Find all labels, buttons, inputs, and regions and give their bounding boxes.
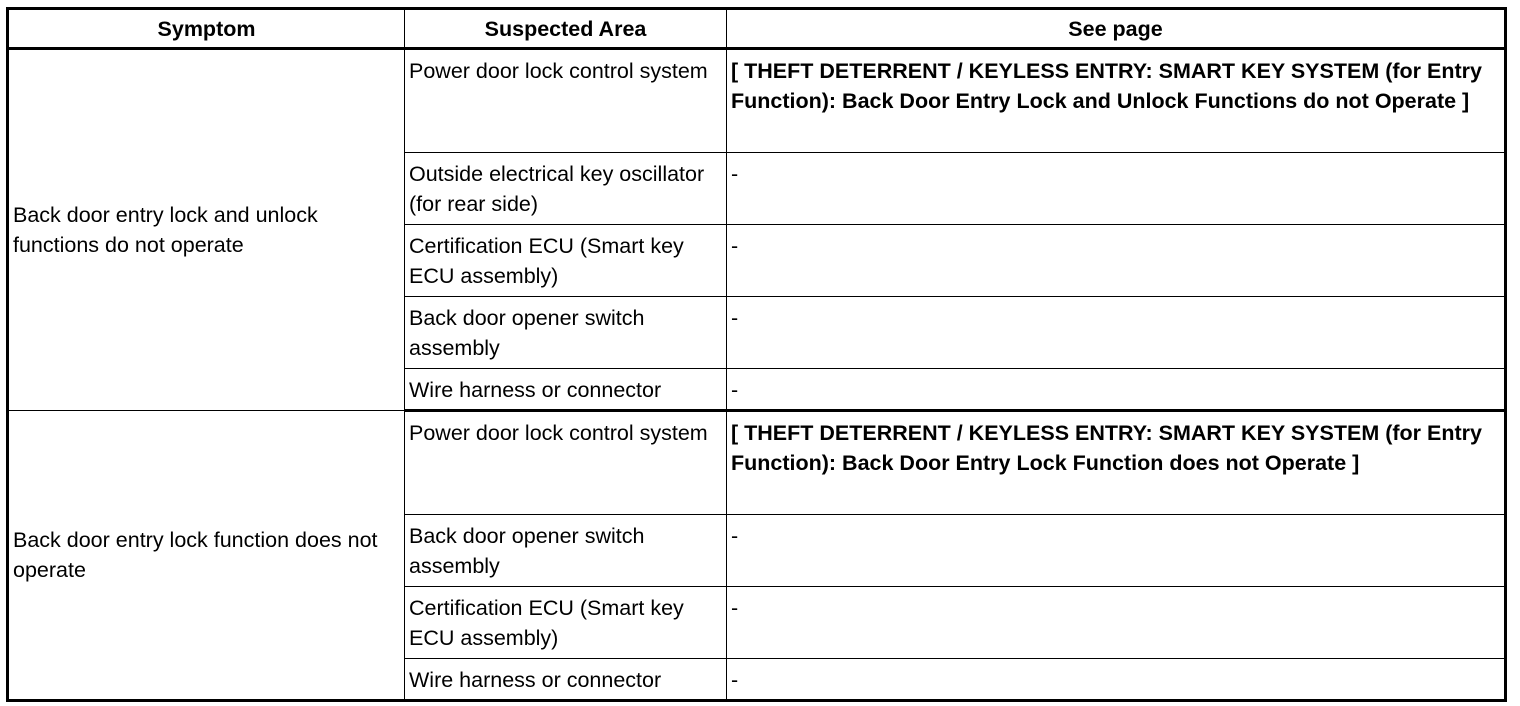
diagnosis-table bbox=[6, 7, 1507, 702]
suspected-area-cell: Certification ECU (Smart key ECU assembly) bbox=[405, 225, 727, 297]
see-page-cell: - bbox=[727, 297, 1506, 369]
table-row bbox=[8, 411, 1506, 515]
symptom-cell: Back door entry lock function does not operate bbox=[8, 411, 405, 701]
suspected-area-cell: Back door opener switch assembly bbox=[405, 515, 727, 587]
symptom-cell: Back door entry lock and unlock functions do not operate bbox=[8, 49, 405, 411]
suspected-area-cell: Power door lock control system bbox=[405, 49, 727, 153]
header-symptom: Symptom bbox=[8, 9, 405, 49]
see-page-cell: - bbox=[727, 587, 1506, 659]
see-page-reference: [ THEFT DETERRENT / KEYLESS ENTRY: SMART KEY SYSTEM (for Entry Function): Back Door Entry Lock and Unlock Functions do not Operate ] bbox=[727, 49, 1506, 153]
see-page-cell: - bbox=[727, 659, 1506, 701]
header-row bbox=[8, 9, 1506, 49]
suspected-area-cell: Wire harness or connector bbox=[405, 369, 727, 411]
suspected-area-cell: Outside electrical key oscillator (for rear side) bbox=[405, 153, 727, 225]
header-see-page: See page bbox=[727, 9, 1506, 49]
see-page-cell: - bbox=[727, 369, 1506, 411]
header-suspected-area: Suspected Area bbox=[405, 9, 727, 49]
see-page-cell: - bbox=[727, 225, 1506, 297]
suspected-area-cell: Power door lock control system bbox=[405, 411, 727, 515]
table-row bbox=[8, 49, 1506, 153]
suspected-area-cell: Certification ECU (Smart key ECU assembly) bbox=[405, 587, 727, 659]
suspected-area-cell: Back door opener switch assembly bbox=[405, 297, 727, 369]
suspected-area-cell: Wire harness or connector bbox=[405, 659, 727, 701]
see-page-reference: [ THEFT DETERRENT / KEYLESS ENTRY: SMART KEY SYSTEM (for Entry Function): Back Door Entry Lock Function does not Operate ] bbox=[727, 411, 1506, 515]
see-page-cell: - bbox=[727, 515, 1506, 587]
see-page-cell: - bbox=[727, 153, 1506, 225]
